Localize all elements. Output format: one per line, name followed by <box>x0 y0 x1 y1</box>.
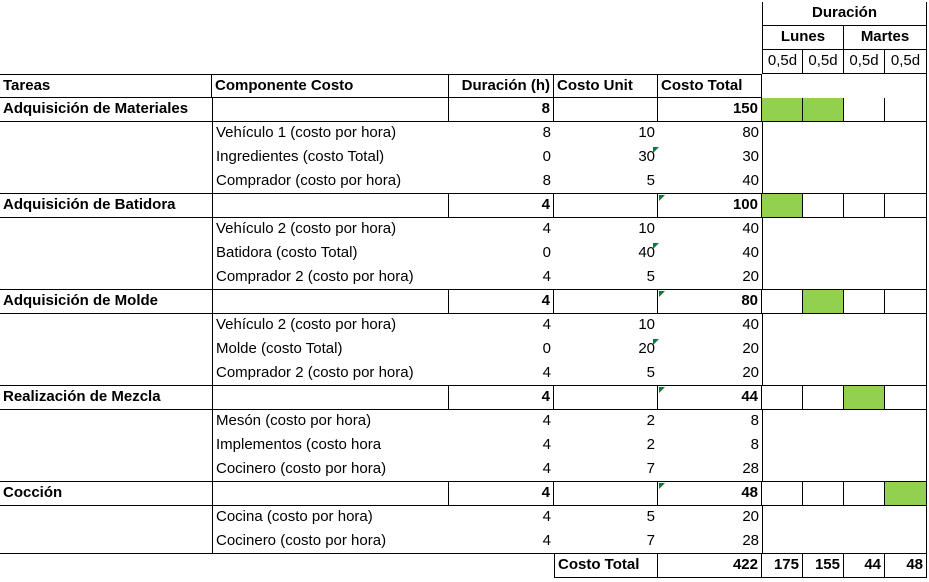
item-component: Vehículo 2 (costo por hora) <box>212 314 449 338</box>
col-header-componente: Componente Costo <box>212 74 449 98</box>
task-total: 100 <box>658 194 762 218</box>
gantt-cell <box>844 98 885 122</box>
half-day-header: 0,5d <box>844 50 885 74</box>
item-unit-cost: 40 <box>638 244 655 261</box>
note-marker <box>659 387 665 393</box>
item-total-cost: 8 <box>750 436 759 453</box>
task-component-empty <box>212 98 449 122</box>
item-duration: 4 <box>542 532 551 549</box>
item-component: Vehículo 1 (costo por hora) <box>212 122 449 146</box>
task-total: 44 <box>658 386 762 410</box>
gantt-cell <box>885 386 927 410</box>
half-day-header: 0,5d <box>803 50 844 74</box>
gantt-cell <box>803 482 844 506</box>
item-unit-cost: 10 <box>638 316 655 333</box>
task-unit-empty <box>554 482 658 506</box>
item-duration: 4 <box>542 508 551 525</box>
item-component: Implementos (costo hora <box>212 434 449 458</box>
task-component-empty <box>212 290 449 314</box>
gantt-block-area <box>762 314 927 386</box>
task-name: Adquisición de Molde <box>0 290 212 314</box>
item-unit-cost: 10 <box>638 220 655 237</box>
item-duration: 4 <box>542 436 551 453</box>
item-component: Cocinero (costo por hora) <box>212 458 449 482</box>
item-unit-cost: 5 <box>646 364 655 381</box>
task-duration: 4 <box>449 482 554 506</box>
half-day-total: 155 <box>803 554 844 578</box>
col-header-costo-total: Costo Total <box>658 74 762 98</box>
item-unit-cost: 5 <box>646 508 655 525</box>
col-header-costo-unit: Costo Unit <box>554 74 658 98</box>
item-total-cost: 28 <box>742 532 759 549</box>
gantt-bar <box>844 386 885 410</box>
gantt-cell <box>803 386 844 410</box>
item-component: Comprador 2 (costo por hora) <box>212 266 449 290</box>
gantt-cell <box>803 194 844 218</box>
half-day-total: 48 <box>885 554 927 578</box>
task-unit-empty <box>554 290 658 314</box>
gantt-cell <box>844 194 885 218</box>
gantt-bar <box>885 482 927 506</box>
half-day-total: 44 <box>844 554 885 578</box>
item-unit-cost: 20 <box>638 340 655 357</box>
item-unit-cost: 10 <box>638 124 655 141</box>
item-total-cost: 28 <box>742 460 759 477</box>
gantt-block-area <box>762 122 927 194</box>
col-header-duracion: Duración (h) <box>449 74 554 98</box>
gantt-bar <box>803 98 844 122</box>
item-unit-cost: 7 <box>646 460 655 477</box>
item-total-cost: 20 <box>742 508 759 525</box>
task-component-empty <box>212 482 449 506</box>
item-unit-cost: 7 <box>646 532 655 549</box>
gantt-block-area <box>762 410 927 482</box>
note-marker <box>659 195 665 201</box>
gantt-cell <box>762 290 803 314</box>
item-duration: 4 <box>542 220 551 237</box>
gantt-header-blank <box>762 74 927 98</box>
item-component: Comprador 2 (costo por hora) <box>212 362 449 386</box>
task-block-left <box>0 506 212 554</box>
gantt-cell <box>762 482 803 506</box>
note-marker <box>659 483 665 489</box>
task-name: Adquisición de Batidora <box>0 194 212 218</box>
day-header-martes: Martes <box>844 26 927 50</box>
task-block-left <box>0 410 212 482</box>
item-total-cost: 80 <box>742 124 759 141</box>
item-duration: 4 <box>542 268 551 285</box>
gantt-cell <box>885 98 927 122</box>
item-duration: 4 <box>542 316 551 333</box>
gantt-bar <box>803 290 844 314</box>
item-total-cost: 40 <box>742 172 759 189</box>
gantt-bar <box>762 194 803 218</box>
footer-label: Costo Total <box>554 554 658 578</box>
gantt-block-area <box>762 506 927 554</box>
item-component: Vehículo 2 (costo por hora) <box>212 218 449 242</box>
item-duration: 4 <box>542 364 551 381</box>
item-duration: 4 <box>542 460 551 477</box>
task-component-empty <box>212 386 449 410</box>
task-name: Cocción <box>0 482 212 506</box>
half-day-header: 0,5d <box>762 50 803 74</box>
task-duration: 8 <box>449 98 554 122</box>
item-total-cost: 8 <box>750 412 759 429</box>
duracion-group-header: Duración <box>762 2 927 26</box>
item-component: Cocina (costo por hora) <box>212 506 449 530</box>
item-total-cost: 40 <box>742 220 759 237</box>
item-duration: 8 <box>542 124 551 141</box>
gantt-cell <box>844 290 885 314</box>
col-header-tareas: Tareas <box>0 74 212 98</box>
item-duration: 0 <box>542 340 551 357</box>
item-duration: 4 <box>542 412 551 429</box>
task-unit-empty <box>554 194 658 218</box>
task-duration: 4 <box>449 386 554 410</box>
item-component: Batidora (costo Total) <box>212 242 449 266</box>
gantt-cell <box>762 386 803 410</box>
item-duration: 8 <box>542 172 551 189</box>
item-total-cost: 40 <box>742 316 759 333</box>
task-block-left <box>0 218 212 290</box>
task-component-empty <box>212 194 449 218</box>
item-component: Molde (costo Total) <box>212 338 449 362</box>
gantt-bar <box>762 98 803 122</box>
item-unit-cost: 5 <box>646 172 655 189</box>
task-name: Adquisición de Materiales <box>0 98 212 122</box>
task-block-left <box>0 122 212 194</box>
task-unit-empty <box>554 98 658 122</box>
task-duration: 4 <box>449 194 554 218</box>
task-name: Realización de Mezcla <box>0 386 212 410</box>
item-duration: 0 <box>542 244 551 261</box>
item-duration: 0 <box>542 148 551 165</box>
footer-total: 422 <box>658 554 762 578</box>
half-day-header: 0,5d <box>885 50 927 74</box>
note-marker <box>659 291 665 297</box>
item-total-cost: 20 <box>742 268 759 285</box>
item-component: Cocinero (costo por hora) <box>212 530 449 554</box>
item-component: Mesón (costo por hora) <box>212 410 449 434</box>
item-total-cost: 30 <box>742 148 759 165</box>
task-block-left <box>0 314 212 386</box>
item-unit-cost: 2 <box>646 412 655 429</box>
item-total-cost: 20 <box>742 364 759 381</box>
item-component: Ingredientes (costo Total) <box>212 146 449 170</box>
gantt-cell <box>885 290 927 314</box>
item-unit-cost: 5 <box>646 268 655 285</box>
task-total: 48 <box>658 482 762 506</box>
task-total: 150 <box>658 98 762 122</box>
half-day-total: 175 <box>762 554 803 578</box>
task-total: 80 <box>658 290 762 314</box>
day-header-lunes: Lunes <box>762 26 844 50</box>
gantt-block-area <box>762 218 927 290</box>
item-total-cost: 20 <box>742 340 759 357</box>
item-total-cost: 40 <box>742 244 759 261</box>
task-unit-empty <box>554 386 658 410</box>
gantt-cell <box>844 482 885 506</box>
item-unit-cost: 30 <box>638 148 655 165</box>
item-component: Comprador (costo por hora) <box>212 170 449 194</box>
gantt-cell <box>885 194 927 218</box>
item-unit-cost: 2 <box>646 436 655 453</box>
task-duration: 4 <box>449 290 554 314</box>
